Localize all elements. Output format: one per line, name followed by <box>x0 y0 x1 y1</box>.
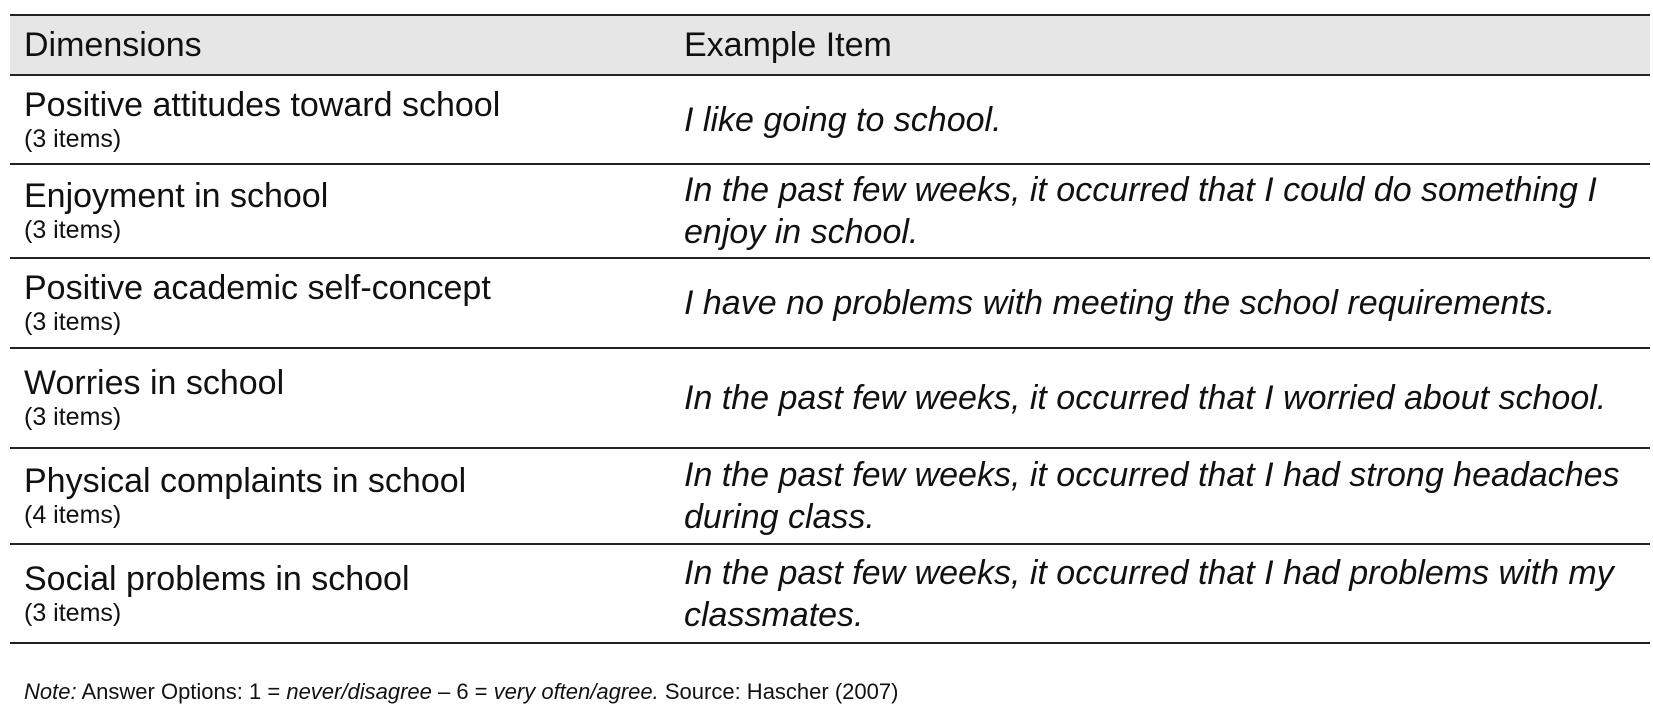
example-item-text: I have no problems with meeting the school requirements. <box>684 284 1556 322</box>
note-text-source: Source: Hascher (2007) <box>658 679 899 704</box>
example-cell <box>670 544 1650 643</box>
example-item-text: In the past few weeks, it occurred that I worried about school. <box>684 379 1607 417</box>
example-item-text: I like going to school. <box>684 100 1002 139</box>
note-text-answer-options: Answer Options: 1 = <box>76 679 287 704</box>
table-header-row <box>10 15 1650 75</box>
table-row <box>10 258 1650 348</box>
table-row <box>10 348 1650 448</box>
dimension-cell <box>10 544 670 643</box>
item-count: (3 items) <box>24 216 122 244</box>
dimensions-table <box>10 14 1650 644</box>
example-cell <box>670 448 1650 544</box>
table-row <box>10 448 1650 544</box>
example-cell <box>670 75 1650 164</box>
item-count: (3 items) <box>24 403 122 431</box>
note-label: Note: <box>24 679 77 704</box>
dimension-name: Positive academic self-concept <box>24 269 491 307</box>
dimension-name: Enjoyment in school <box>24 177 329 215</box>
dimension-cell <box>10 258 670 348</box>
dimension-cell <box>10 448 670 544</box>
header-dimensions: Dimensions <box>10 15 670 75</box>
table-note <box>24 680 898 704</box>
item-count: (4 items) <box>24 501 122 529</box>
table-row <box>10 75 1650 164</box>
dimension-name: Positive attitudes toward school <box>24 85 501 124</box>
table-row <box>10 164 1650 258</box>
example-item-text: In the past few weeks, it occurred that I had problems with my classmates. <box>684 553 1614 634</box>
example-cell <box>670 258 1650 348</box>
note-option-low: never/disagree <box>286 679 432 704</box>
dimension-name: Physical complaints in school <box>24 462 467 500</box>
example-cell <box>670 348 1650 448</box>
note-option-high: very often/agree. <box>493 679 659 704</box>
item-count: (3 items) <box>24 308 122 336</box>
dimension-cell <box>10 348 670 448</box>
dimension-cell <box>10 164 670 258</box>
header-example-item: Example Item <box>670 15 1650 75</box>
dimensions-table-container <box>10 14 1650 644</box>
item-count: (3 items) <box>24 598 122 627</box>
dimension-name: Social problems in school <box>24 559 410 598</box>
example-item-text: In the past few weeks, it occurred that I had strong headaches during class. <box>684 456 1620 536</box>
dimension-cell <box>10 75 670 164</box>
example-item-text: In the past few weeks, it occurred that I could do something I enjoy in school. <box>684 171 1597 251</box>
dimension-name: Worries in school <box>24 364 285 402</box>
example-cell <box>670 164 1650 258</box>
item-count: (3 items) <box>24 124 122 153</box>
note-text-scale: – 6 = <box>431 679 494 704</box>
table-row <box>10 544 1650 643</box>
